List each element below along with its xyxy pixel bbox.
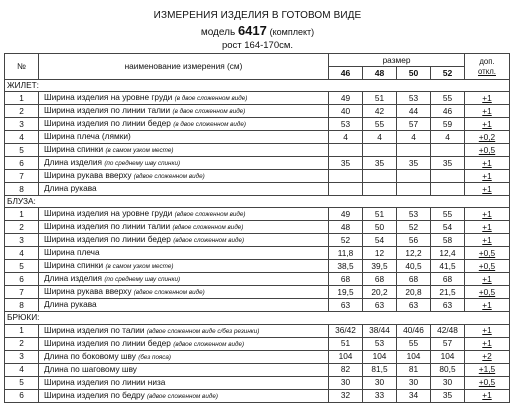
- measurement-note: (по среднему шву спинки): [104, 276, 181, 284]
- measurement-name: Ширина рукава вверху: [44, 170, 132, 181]
- size-value: 63: [329, 299, 363, 312]
- table-row: [5, 221, 510, 234]
- size-value: 63: [431, 299, 465, 312]
- size-value: 35: [431, 389, 465, 402]
- size-value: 51: [329, 337, 363, 350]
- size-value: 4: [363, 131, 397, 144]
- measurement-note: (вдвое сложенном виде): [173, 340, 245, 348]
- size-value: 34: [397, 389, 431, 402]
- measurement-name: Ширина изделия по линии низа: [44, 376, 166, 387]
- measurement-name: Ширина изделия на уровне груди: [44, 208, 173, 219]
- table-row: [5, 273, 510, 286]
- size-value: 38/44: [363, 324, 397, 337]
- size-value: 104: [397, 350, 431, 363]
- model-line: [0, 23, 515, 38]
- row-number: 8: [5, 299, 39, 312]
- measurement-note: (в самом узком месте): [105, 147, 174, 155]
- tolerance-value: +0,5: [465, 260, 510, 273]
- size-value: 48: [329, 221, 363, 234]
- size-value: 55: [363, 118, 397, 131]
- size-value: 35: [363, 157, 397, 170]
- measurement-name-cell: [39, 170, 329, 183]
- row-number: 7: [5, 170, 39, 183]
- column-header-size: размер: [329, 54, 465, 67]
- size-value: [431, 183, 465, 196]
- measurement-note: (в двое сложенном виде): [173, 121, 246, 129]
- measurement-name: Длина изделия: [44, 157, 103, 168]
- measurement-name-cell: [39, 324, 329, 337]
- size-value: 68: [329, 273, 363, 286]
- size-value: 63: [397, 299, 431, 312]
- size-value: 4: [329, 131, 363, 144]
- measurement-name: Ширина изделия на уровне груди: [44, 92, 173, 103]
- table-row: [5, 260, 510, 273]
- size-value: 11,8: [329, 247, 363, 260]
- measurement-name-cell: [39, 118, 329, 131]
- size-value: 53: [397, 208, 431, 221]
- size-value: [397, 144, 431, 157]
- size-value: 54: [363, 234, 397, 247]
- column-header-name: наименование измерения (см): [39, 54, 329, 80]
- size-value: 19,5: [329, 286, 363, 299]
- tolerance-value: +0,5: [465, 144, 510, 157]
- size-value: 104: [329, 350, 363, 363]
- size-value: [329, 144, 363, 157]
- measurement-note: (вдвое сложенном виде): [133, 289, 205, 297]
- tolerance-value: +1: [465, 389, 510, 402]
- size-value: 68: [397, 273, 431, 286]
- measurement-name-cell: [39, 273, 329, 286]
- row-number: 3: [5, 234, 39, 247]
- size-header: 48: [363, 67, 397, 80]
- size-value: 58: [431, 234, 465, 247]
- size-value: 35: [329, 157, 363, 170]
- tolerance-value: +1: [465, 324, 510, 337]
- table-row: [5, 389, 510, 402]
- table-body: [5, 54, 510, 403]
- table-row: [5, 286, 510, 299]
- section-title: БРЮКИ:: [5, 312, 510, 324]
- size-value: [363, 144, 397, 157]
- size-value: [329, 170, 363, 183]
- size-value: 35: [397, 157, 431, 170]
- measurement-name-cell: [39, 350, 329, 363]
- table-row: [5, 324, 510, 337]
- measurement-name-cell: [39, 363, 329, 376]
- row-number: 5: [5, 376, 39, 389]
- measurement-name-cell: [39, 144, 329, 157]
- size-header: 46: [329, 67, 363, 80]
- row-number: 6: [5, 273, 39, 286]
- size-value: 40,5: [397, 260, 431, 273]
- measurement-name: Длина рукава: [44, 299, 97, 310]
- size-value: 4: [397, 131, 431, 144]
- size-header: 50: [397, 67, 431, 80]
- size-value: 55: [397, 337, 431, 350]
- measurement-name-cell: [39, 389, 329, 402]
- tolerance-value: +1: [465, 337, 510, 350]
- section-row: [5, 196, 510, 208]
- header-row-1: [5, 54, 510, 67]
- row-number: 2: [5, 105, 39, 118]
- size-value: 53: [329, 118, 363, 131]
- size-value: 30: [431, 376, 465, 389]
- size-value: 30: [329, 376, 363, 389]
- size-value: 51: [363, 92, 397, 105]
- size-value: 63: [363, 299, 397, 312]
- tolerance-value: +1: [465, 183, 510, 196]
- row-number: 6: [5, 157, 39, 170]
- table-row: [5, 131, 510, 144]
- row-number: 4: [5, 363, 39, 376]
- size-value: 68: [431, 273, 465, 286]
- column-header-no: №: [5, 54, 39, 80]
- size-value: 55: [431, 92, 465, 105]
- size-value: 21,5: [431, 286, 465, 299]
- measurement-name: Ширина плеча: [44, 247, 100, 258]
- tolerance-value: +1: [465, 299, 510, 312]
- row-number: 4: [5, 247, 39, 260]
- measurement-note: (вдвое сложенном виде): [172, 224, 244, 232]
- table-row: [5, 144, 510, 157]
- row-number: 1: [5, 208, 39, 221]
- section-title: БЛУЗА:: [5, 196, 510, 208]
- measurement-name: Ширина плеча (лямки): [44, 131, 131, 142]
- size-value: 32: [329, 389, 363, 402]
- size-value: 30: [397, 376, 431, 389]
- table-row: [5, 299, 510, 312]
- size-value: 59: [431, 118, 465, 131]
- size-value: 49: [329, 92, 363, 105]
- measurement-name-cell: [39, 131, 329, 144]
- table-row: [5, 363, 510, 376]
- tolerance-value: +1: [465, 273, 510, 286]
- size-value: 57: [397, 118, 431, 131]
- measurement-name: Длина рукава: [44, 183, 97, 194]
- tolerance-value: +1: [465, 118, 510, 131]
- column-header-tolerance: [465, 54, 510, 80]
- size-value: 57: [431, 337, 465, 350]
- measurement-name: Длина по шаговому шву: [44, 363, 137, 374]
- table-row: [5, 234, 510, 247]
- measurement-name: Ширина изделия по линии бедер: [44, 118, 171, 129]
- size-value: 40/46: [397, 324, 431, 337]
- size-value: 30: [363, 376, 397, 389]
- size-value: 82: [329, 363, 363, 376]
- size-value: 44: [397, 105, 431, 118]
- measurement-name: Ширина изделия по линии талии: [44, 221, 171, 232]
- size-value: 50: [363, 221, 397, 234]
- model-suffix: (комплект): [269, 27, 315, 37]
- size-value: [363, 183, 397, 196]
- tolerance-value: +1: [465, 105, 510, 118]
- size-value: 40: [329, 105, 363, 118]
- tolerance-value: +1,5: [465, 363, 510, 376]
- size-value: 20,2: [363, 286, 397, 299]
- measurement-note: (в двое сложенном виде): [174, 95, 248, 103]
- size-value: [431, 170, 465, 183]
- size-value: [329, 183, 363, 196]
- measurement-note: (вдвое сложенном виде): [147, 392, 218, 400]
- tolerance-value: +0,5: [465, 286, 510, 299]
- size-value: 56: [397, 234, 431, 247]
- size-value: 52: [397, 221, 431, 234]
- size-value: 12: [363, 247, 397, 260]
- measurement-note: (в самом узком месте): [105, 263, 174, 271]
- size-value: 38,5: [329, 260, 363, 273]
- measurement-name-cell: [39, 260, 329, 273]
- size-value: 80,5: [431, 363, 465, 376]
- size-header: 52: [431, 67, 465, 80]
- table-row: [5, 376, 510, 389]
- measurement-note: (в двое сложенном виде): [172, 108, 246, 116]
- size-value: 20,8: [397, 286, 431, 299]
- measurement-note: (без пояса): [138, 353, 171, 361]
- measurement-name: Ширина изделия по талии: [44, 324, 145, 335]
- tolerance-value: +1: [465, 157, 510, 170]
- measurement-name: Длина по боковому шву: [44, 350, 136, 361]
- measurement-note: (вдвое сложенном виде): [173, 237, 245, 245]
- row-number: 5: [5, 144, 39, 157]
- measurements-table: [4, 53, 510, 403]
- row-number: 4: [5, 131, 39, 144]
- measurement-name: Длина изделия: [44, 273, 103, 284]
- measurement-name-cell: [39, 92, 329, 105]
- size-value: 39,5: [363, 260, 397, 273]
- measurement-name: Ширина спинки: [44, 260, 104, 271]
- size-value: [363, 170, 397, 183]
- row-number: 1: [5, 324, 39, 337]
- size-value: [397, 183, 431, 196]
- section-row: [5, 312, 510, 324]
- tolerance-value: +1: [465, 170, 510, 183]
- measurement-name-cell: [39, 183, 329, 196]
- section-row: [5, 80, 510, 92]
- size-value: 54: [431, 221, 465, 234]
- tolerance-value: +0,5: [465, 247, 510, 260]
- measurement-name-cell: [39, 286, 329, 299]
- table-row: [5, 170, 510, 183]
- table-row: [5, 350, 510, 363]
- row-number: 1: [5, 92, 39, 105]
- table-row: [5, 183, 510, 196]
- measurement-note: (вдвое сложенном виде): [133, 173, 205, 181]
- row-number: 7: [5, 286, 39, 299]
- tolerance-header-line2: откл.: [478, 66, 496, 76]
- tolerance-value: +0,5: [465, 376, 510, 389]
- size-value: 68: [363, 273, 397, 286]
- size-value: 33: [363, 389, 397, 402]
- size-value: 42: [363, 105, 397, 118]
- tolerance-value: +1: [465, 208, 510, 221]
- size-value: 55: [431, 208, 465, 221]
- size-value: 4: [431, 131, 465, 144]
- size-value: 81,5: [363, 363, 397, 376]
- measurement-name: Ширина изделия по линии бедер: [44, 337, 171, 348]
- row-number: 6: [5, 389, 39, 402]
- measurement-name: Ширина рукава вверху: [44, 286, 132, 297]
- row-number: 2: [5, 221, 39, 234]
- measurement-name: Ширина спинки: [44, 144, 104, 155]
- table-row: [5, 247, 510, 260]
- row-number: 3: [5, 118, 39, 131]
- table-row: [5, 337, 510, 350]
- table-row: [5, 208, 510, 221]
- size-value: 53: [363, 337, 397, 350]
- size-value: 52: [329, 234, 363, 247]
- size-value: 12,2: [397, 247, 431, 260]
- measurement-name: Ширина изделия по линии талии: [44, 105, 171, 116]
- document-title: ИЗМЕРЕНИЯ ИЗДЕЛИЯ В ГОТОВОМ ВИДЕ: [153, 10, 362, 21]
- table-row: [5, 157, 510, 170]
- tolerance-header-line1: доп.: [479, 57, 495, 66]
- tolerance-value: +1: [465, 221, 510, 234]
- size-value: 49: [329, 208, 363, 221]
- measurement-name-cell: [39, 337, 329, 350]
- size-value: 104: [363, 350, 397, 363]
- size-value: 104: [431, 350, 465, 363]
- tolerance-value: +1: [465, 234, 510, 247]
- row-number: 8: [5, 183, 39, 196]
- size-value: [397, 170, 431, 183]
- measurement-note: (вдвое сложенном виде): [174, 211, 246, 219]
- model-prefix: модель: [200, 27, 236, 38]
- size-value: 41,5: [431, 260, 465, 273]
- measurement-note: (по среднему шву спинки): [104, 160, 181, 168]
- measurement-note: (вдвое сложенном виде с/без резинки): [146, 327, 260, 335]
- tolerance-value: +0,2: [465, 131, 510, 144]
- table-row: [5, 105, 510, 118]
- row-number: 5: [5, 260, 39, 273]
- row-number: 2: [5, 337, 39, 350]
- size-value: 81: [397, 363, 431, 376]
- measurement-name-cell: [39, 221, 329, 234]
- measurement-name-cell: [39, 105, 329, 118]
- measurement-name-cell: [39, 376, 329, 389]
- size-value: 35: [431, 157, 465, 170]
- size-value: 51: [363, 208, 397, 221]
- measurement-name-cell: [39, 299, 329, 312]
- row-number: 3: [5, 350, 39, 363]
- size-value: [431, 144, 465, 157]
- height-line: рост 164-170см.: [221, 40, 294, 51]
- tolerance-value: +1: [465, 92, 510, 105]
- measurement-name-cell: [39, 157, 329, 170]
- model-number: 6417: [237, 23, 267, 38]
- measurement-name-cell: [39, 247, 329, 260]
- size-value: 46: [431, 105, 465, 118]
- size-value: 53: [397, 92, 431, 105]
- section-title: ЖИЛЕТ:: [5, 80, 510, 92]
- size-value: 36/42: [329, 324, 363, 337]
- size-value: 42/48: [431, 324, 465, 337]
- measurement-name: Ширина изделия по бедру: [44, 389, 145, 400]
- table-row: [5, 92, 510, 105]
- measurement-name-cell: [39, 208, 329, 221]
- measurement-name: Ширина изделия по линии бедер: [44, 234, 171, 245]
- size-value: 12,4: [431, 247, 465, 260]
- table-row: [5, 118, 510, 131]
- tolerance-value: +2: [465, 350, 510, 363]
- measurement-name-cell: [39, 234, 329, 247]
